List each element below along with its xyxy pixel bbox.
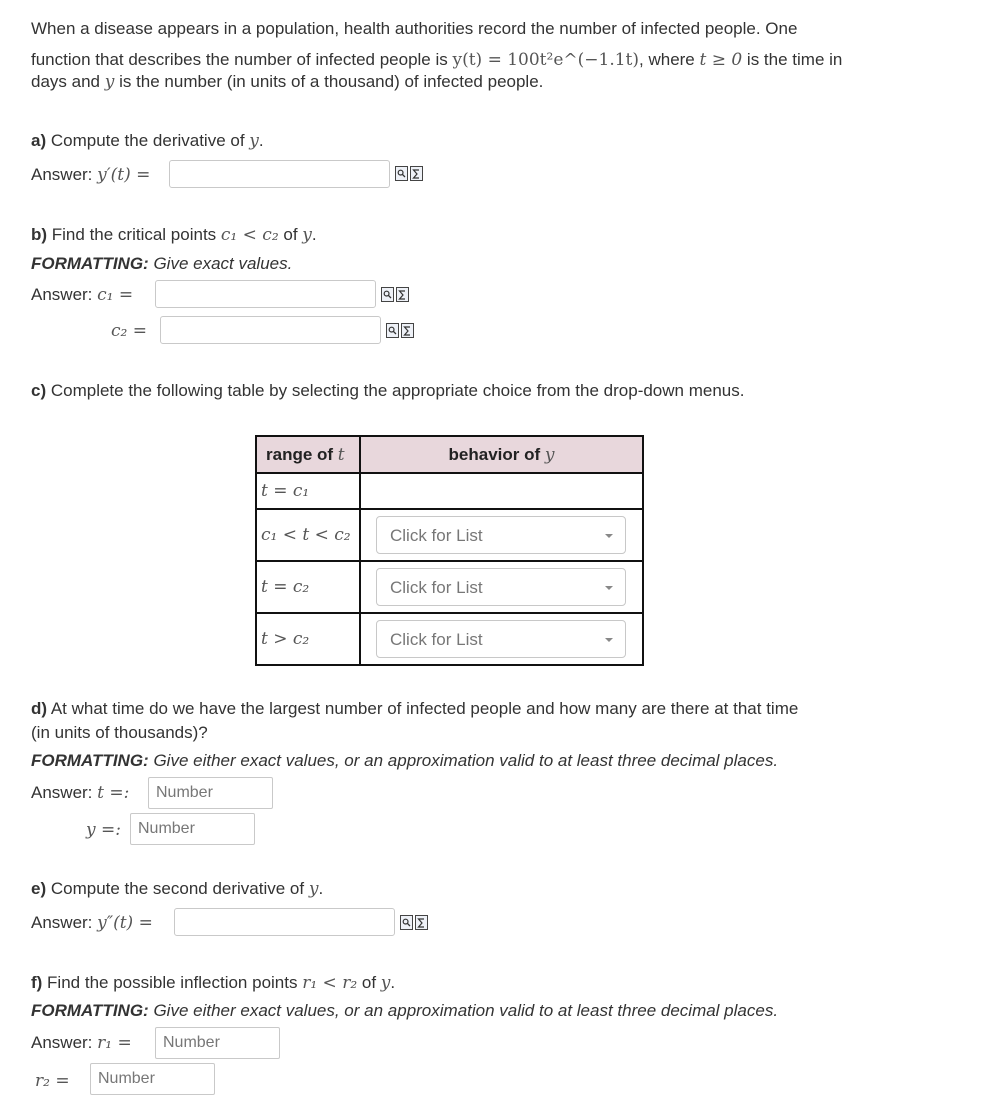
second-derivative-input[interactable] — [174, 908, 395, 936]
range-cell: c₁ < t < c₂ — [256, 509, 360, 561]
r2-input[interactable]: Number — [90, 1063, 215, 1095]
behavior-column-header: behavior of y — [360, 436, 643, 473]
equation-editor-icon[interactable] — [415, 915, 428, 930]
behavior-cell — [360, 613, 643, 665]
caret-down-icon — [605, 586, 613, 590]
behavior-cell — [360, 509, 643, 561]
table-row — [256, 509, 643, 561]
range-cell: t > c₂ — [256, 613, 360, 665]
max-infected-input[interactable]: Number — [130, 813, 255, 845]
part-f-answer-label: Answer: r₁ = — [31, 1033, 132, 1053]
c2-input[interactable] — [160, 316, 381, 344]
behavior-dropdown[interactable]: Click for List — [376, 568, 626, 606]
equation-editor-icon[interactable] — [396, 287, 409, 302]
caret-down-icon — [605, 534, 613, 538]
intro-formula: y(t) = 100t²e^(−1.1t) — [452, 50, 640, 70]
behavior-dropdown[interactable]: Click for List — [376, 620, 626, 658]
part-e-answer-label: Answer: y″(t) = — [31, 913, 153, 933]
preview-icon[interactable] — [400, 915, 413, 930]
derivative-input[interactable] — [169, 160, 390, 188]
r1-input[interactable]: Number — [155, 1027, 280, 1059]
behavior-table — [255, 435, 644, 666]
caret-down-icon — [605, 638, 613, 642]
table-row — [256, 613, 643, 665]
intro-condition: t ≥ 0 — [699, 50, 743, 70]
intro-line-1: When a disease appears in a population, health authorities record the number of infected people. One — [31, 19, 798, 38]
part-b-answer-label: Answer: c₁ = — [31, 285, 134, 305]
table-row — [256, 561, 643, 613]
part-f-formatting: FORMATTING: Give either exact values, or an approximation valid to at least three decimal places. — [31, 1001, 779, 1020]
behavior-cell — [360, 561, 643, 613]
part-d-answer-label: Answer: t =: — [31, 783, 130, 803]
intro-line-2: function that describes the number of infected people is y(t) = 100t²e^(−1.1t), where t ≥ 0 is the time in — [31, 50, 843, 70]
part-a-tools — [395, 166, 423, 181]
c2-tools — [386, 323, 414, 338]
y-label: y =: — [86, 820, 121, 840]
max-time-input[interactable]: Number — [148, 777, 273, 809]
part-b-question: b) Find the critical points c₁ < c₂ of y. — [31, 225, 317, 245]
r2-label: r₂ = — [35, 1071, 70, 1091]
equation-editor-icon[interactable] — [401, 323, 414, 338]
part-c-question: c) Complete the following table by selecting the appropriate choice from the drop-down menus. — [31, 381, 745, 400]
problem-intro — [31, 16, 861, 94]
c1-input[interactable] — [155, 280, 376, 308]
preview-icon[interactable] — [395, 166, 408, 181]
table-row — [256, 473, 643, 509]
behavior-cell-empty — [360, 473, 643, 509]
part-d-question-line-1: d) At what time do we have the largest number of infected people and how many are there at that time — [31, 699, 799, 718]
range-cell: t = c₁ — [256, 473, 360, 509]
part-e-question: e) Compute the second derivative of y. — [31, 879, 324, 899]
part-b-formatting: FORMATTING: Give exact values. — [31, 254, 293, 273]
part-a-answer-label: Answer: y′(t) = — [31, 165, 151, 185]
range-column-header: range of t — [256, 436, 360, 473]
behavior-dropdown[interactable]: Click for List — [376, 516, 626, 554]
range-cell: t = c₂ — [256, 561, 360, 613]
intro-line-3: days and y is the number (in units of a thousand) of infected people. — [31, 72, 544, 92]
part-d-formatting: FORMATTING: Give either exact values, or an approximation valid to at least three decimal places. — [31, 751, 779, 770]
part-f-question: f) Find the possible inflection points r₁ < r₂ of y. — [31, 973, 396, 993]
c1-tools — [381, 287, 409, 302]
c2-label: c₂ = — [111, 321, 147, 341]
table-header-row — [256, 436, 643, 473]
part-e-tools — [400, 915, 428, 930]
equation-editor-icon[interactable] — [410, 166, 423, 181]
part-a-question: a) Compute the derivative of y. — [31, 131, 264, 151]
preview-icon[interactable] — [386, 323, 399, 338]
preview-icon[interactable] — [381, 287, 394, 302]
part-d-question-line-2: (in units of thousands)? — [31, 723, 208, 742]
